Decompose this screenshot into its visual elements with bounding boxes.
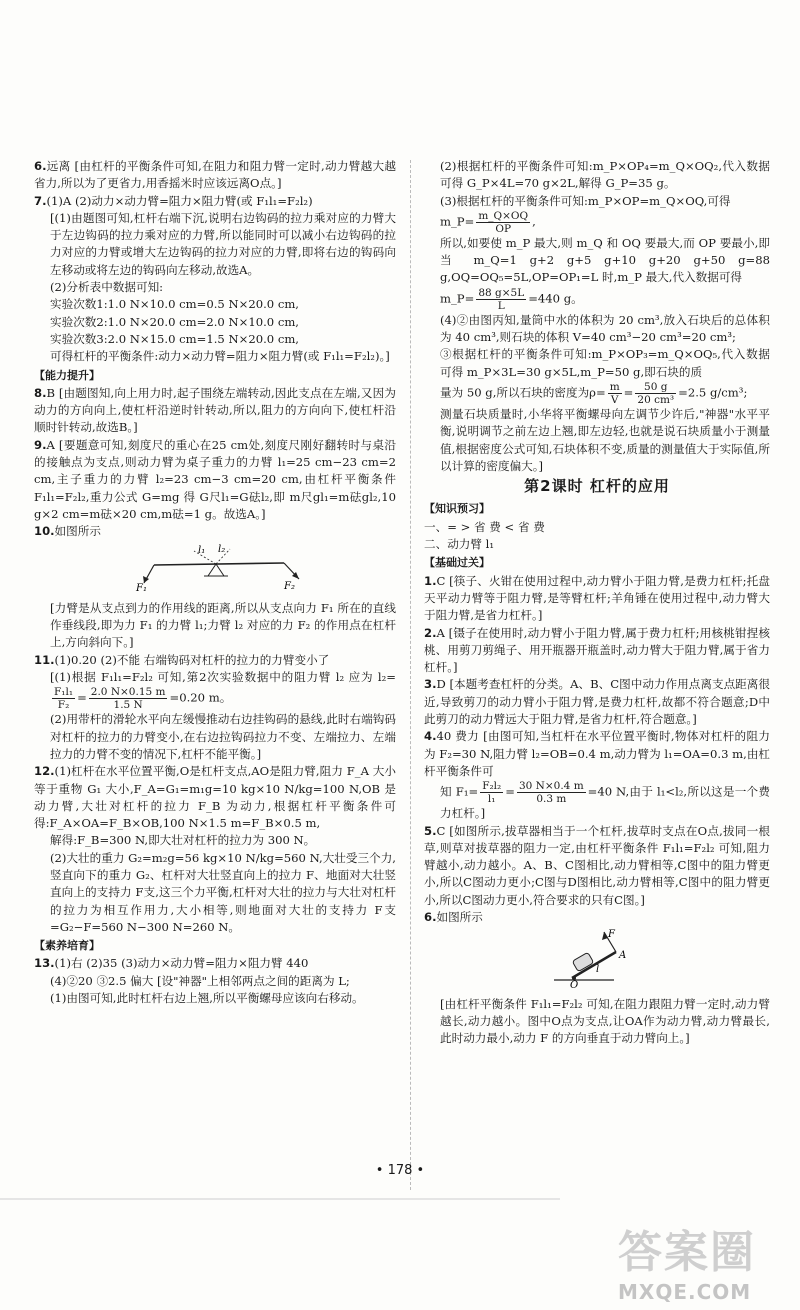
- q7-line: 实验次数2:1.0 N×20.0 cm=2.0 N×10.0 cm,: [50, 314, 299, 329]
- q13-line: (1)由图可知,此时杠杆右边上翘,所以平衡螺母应该向右移动。: [50, 991, 364, 1006]
- q12-part2: (2)大壮的重力 G₂=m₂g=56 kg×10 N/kg=560 N,大壮受三个力,竖直向下的重力 G₂、杠杆对大壮竖直向上的拉力 F、地面对大壮竖直向上的支持力 F支,这三个力平衡,杠杆对大壮的拉力与大壮对杠杆的拉力为相互作用力,大小相等,则地面对大壮的支持力 F支=G₂−F=560 N−300 N=260 N。: [50, 850, 396, 934]
- f1-label: F₁: [136, 582, 147, 593]
- page-number: • 178 •: [375, 1163, 425, 1178]
- lever-diagram: [134, 543, 304, 593]
- r1: (2)根据杠杆的平衡条件可知:m_P×OP₄=m_Q×OQ₂,代入数据可得 G_P×4L=70 g×2L,解得 G_P=35 g。: [440, 159, 770, 191]
- q12: 12.(1)杠杆在水平位置平衡,O是杠杆支点,AO是阻力臂,阻力 F_A 大小等于重物 G₁ 大小,F_A=G₁=m₁g=10 kg×10 N/kg=100 N,OB 是动力臂,大壮对杠杆的拉力 F_B 为动力,根据杠杆平衡条件可得:F_A×OA=F_B×OB,100 N×1.5 m=F_B×0.5 m,: [34, 764, 396, 831]
- q10-note: [力臂是从支点到力的作用线的距离,所以从支点向力 F₁ 所在的直线作垂线段,即为力 F₁ 的力臂 l₁;力臂 l₂ 对应的力 F₂ 的作用点在杠杆上,方向斜向下。]: [50, 600, 396, 650]
- q10-lever-figure: [34, 543, 396, 598]
- r5-density: 量为 50 g,所以石块的密度为ρ= $\frac{m}{V}$ = $\frac{50 g}{\text{20 cm³}}$ =2.5 g/cm³;: [440, 380, 748, 406]
- scan-artifact-line: [0, 1198, 560, 1200]
- b6-weeder-figure: [424, 928, 770, 993]
- point-a-label: A: [619, 950, 627, 962]
- q12-solve: 解得:F_B=300 N,即大壮对杠杆的拉力为 300 N。: [50, 833, 316, 848]
- watermark-title: 答案圈: [618, 1227, 756, 1278]
- b6: 6.如图所示: [424, 909, 483, 924]
- fraction: $\frac{30 N\times 0.4 m}{0.3 m}$: [518, 780, 584, 806]
- q7-line: 实验次数1:1.0 N×10.0 cm=0.5 N×20.0 cm,: [50, 297, 299, 312]
- arm-label: l: [596, 964, 600, 976]
- section-literacy: 【素养培育】: [34, 939, 100, 953]
- b2: 2.A [镊子在使用时,动力臂小于阻力臂,属于费力杠杆;用核桃钳捏核桃、用剪刀剪绳子、用开瓶器开瓶盖时,动力臂大于阻力臂,属于省力杠杆。]: [424, 625, 770, 675]
- r3-formula: m_P= $\frac{88 g\times 5L}{L}$ =440 g。: [440, 286, 583, 312]
- q7-line: [(1)由题图可知,杠杆右端下沉,说明右边钩码的拉力乘对应的力臂大于左边钩码的拉力乘对应的力臂,所以能同时可以减小右边钩码的拉力对应的力臂或增大左边钩码的拉力对应的力臂,即将右边的钩码向左移动或将左边的钩码向左移动,故选A。: [50, 210, 396, 277]
- left-column: [34, 158, 396, 1007]
- fraction: $\frac{88 g\times 5L}{L}$: [478, 286, 525, 312]
- q11-calc: [(1)根据 F₁l₁=F₂l₂ 可知,第2次实验数据中的阻力臂 l₂ 应为 l₂= $\frac{\text{F₁l₁}}{\text{F₂}}$ = $\frac{2.0 N\times 0.15 m}{1.5 N}$ =0.20 m。: [50, 670, 396, 712]
- preview-line: 二、动力臂 l₁: [424, 537, 495, 552]
- weeder-diagram: [544, 928, 654, 988]
- q6: 6.远离 [由杠杆的平衡条件可知,在阻力和阻力臂一定时,动力臂越大越省力,所以为了更省力,用香摇米时应该远离O点。]: [34, 159, 396, 191]
- fraction: $\frac{\text{F₂l₂}}{\text{l₁}}$: [482, 780, 502, 806]
- q11-head: 11.(1)0.20 (2)不能 右端钩码对杠杆的拉力的力臂变小了: [34, 652, 330, 667]
- weeder-block: [572, 953, 594, 972]
- f2-label: F₂: [284, 580, 295, 592]
- b1: 1.C [筷子、火钳在使用过程中,动力臂小于阻力臂,是费力杠杆;托盘天平动力臂等于阻力臂,是等臂杠杆;羊角锤在使用过程中,动力臂大于阻力臂,是省力杠杆。]: [424, 573, 770, 623]
- q8: 8.B [由题图知,向上用力时,起子围绕左端转动,因此支点在左端,又因为动力的方向向上,使杠杆沿逆时针转动,所以,阻力的方向向下,使杠杆沿顺时针转动,故选B。]: [34, 385, 396, 435]
- point-o-label: O: [570, 980, 579, 989]
- l2-label: l₂: [218, 543, 226, 555]
- q11-line: (2)用带杆的滑轮水平向左缓慢推动右边挂钩码的悬线,此时右端钩码对杠杆的拉力的力臂变小,在右边拉钩码拉力不变、左端拉力、左端拉力的力臂不变的情况下,杠杆不能平衡。]: [50, 712, 396, 761]
- fraction: $\frac{\text{F₁l₁}}{\text{F₂}}$: [54, 686, 74, 712]
- r5: ③根据杠杆的平衡条件可知:m_P×OP₃=m_Q×OQ₅,代入数据可得 m_P×3L=30 g×5L,m_P=50 g,即石块的质: [440, 347, 770, 379]
- fraction: $\frac{2.0 N\times 0.15 m}{1.5 N}$: [90, 686, 166, 712]
- r2: (3)根据杠杆的平衡条件可知:m_P×OP=m_Q×OQ,可得: [440, 193, 731, 208]
- b3: 3.D [本题考查杠杆的分类。A、B、C图中动力作用点离支点距离很近,导致剪刀的动力臂小于阻力臂,是费力杠杆,故都不符合题意;D中此剪刀的动力臂远大于阻力臂,是省力杠杆,符合题意。]: [424, 677, 770, 727]
- q7-head: 7.(1)A (2)动力×动力臂=阻力×阻力臂(或 F₁l₁=F₂l₂): [34, 193, 313, 208]
- section-basic: 【基础过关】: [424, 556, 490, 570]
- r2-formula: m_P= $\frac{m\_Q\times OQ}{OP}$ ,: [440, 209, 536, 235]
- b4-formula: 知 F₁= $\frac{\text{F₂l₂}}{\text{l₁}}$ = $\frac{30 N\times 0.4 m}{0.3 m}$ =40 N,由于 l₁<l₂,所以这是一个费力杠杆。]: [440, 780, 770, 821]
- section-preview: 【知识预习】: [424, 502, 490, 516]
- preview-line: 一、= > 省 费 < 省 费: [424, 519, 545, 534]
- column-divider: [410, 160, 411, 1190]
- fulcrum: [208, 564, 224, 576]
- fraction: $\frac{m}{V}$: [609, 380, 620, 406]
- watermark-logo: [618, 1216, 783, 1302]
- force-label: F: [608, 929, 615, 941]
- r3: 所以,如要使 m_P 最大,则 m_Q 和 OQ 要最大,而 OP 要最小,即当 m_Q=1 g+2 g+5 g+10 g+20 g+50 g=88 g,OQ=OQ₅=5L,OP=OP₁=L 时,m_P 最大,代入数据可得: [440, 235, 770, 285]
- section-ability: 【能力提升】: [34, 368, 100, 382]
- q13-line: (4)②20 ③2.5 偏大 [设"神器"上相邻两点之间的距离为 L;: [50, 973, 350, 988]
- q10: 10.如图所示: [34, 524, 101, 539]
- q7-line: (2)分析表中数据可知:: [50, 280, 164, 295]
- r4: (4)②由图丙知,量筒中水的体积为 20 cm³,放入石块后的总体积为 40 cm³,则石块的体积 V=40 cm³−20 cm³=20 cm³;: [440, 312, 770, 345]
- chapter-title: 第2课时 杠杆的应用: [524, 477, 670, 496]
- right-column: [424, 158, 770, 1047]
- f1-arrowhead: [143, 576, 149, 583]
- lever-bar: [154, 563, 284, 565]
- b5: 5.C [如图所示,拔草器相当于一个杠杆,拔草时支点在O点,拔同一根草,则草对拔草器的阻力一定,由杠杆平衡条件 F₁l₁=F₂l₂ 可知,阻力臂越小,动力越小。A、B、C图相比,动力臂相等,C图中的阻力臂更小,所以C图动力更小;C图与D图相比,动力臂相等,C图中的阻力臂更小,所以C图动力更小,符合要求的只有C图。]: [424, 823, 770, 907]
- r6: 测量石块质量时,小华将平衡螺母向左调节少许后,"神器"水平平衡,说明调节之前左边上翘,即左边轻,也就是说石块质量小于测量值,根据密度公式可知,石块体积不变,质量的测量值大于实际值,所以计算的密度偏大。]: [440, 406, 770, 473]
- fraction: $\frac{50 g}{\text{20 cm³}}$: [637, 380, 675, 406]
- q7-line: 可得杠杆的平衡条件:动力×动力臂=阻力×阻力臂(或 F₁l₁=F₂l₂)。]: [50, 349, 390, 364]
- b6-note: [由杠杆平衡条件 F₁l₁=F₂l₂ 可知,在阻力跟阻力臂一定时,动力臂越长,动力越小。图中O点为支点,让OA作为动力臂,动力臂最长,此时动力最小,动力 F 的方向垂直于动力臂向上。]: [440, 996, 770, 1046]
- b4: 4.40 费力 [由图可知,当杠杆在水平位置平衡时,物体对杠杆的阻力为 F₂=30 N,阻力臂 l₂=OB=0.4 m,动力臂为 l₁=OA=0.3 m,由杠杆平衡条件可: [424, 729, 771, 778]
- q9: 9.A [要题意可知,刻度尺的重心在25 cm处,刻度尺刚好翻转时与桌沿的接触点为支点,则动力臂为桌子重力的力臂 l₁=25 cm−23 cm=2 cm,主子重力的力臂 l₂=23 cm−3 cm=20 cm,由杠杆平衡条件 F₁l₁=F₂l₂,重力公式 G=mg 得 G尺l₁=G砝l₂,即 m尺gl₁=m砝gl₂,10 g×2 cm=m砝×20 cm,m砝=1 g。故选A。]: [34, 437, 396, 521]
- watermark-url: MXQE.COM: [618, 1280, 752, 1304]
- fraction: $\frac{m\_Q\times OQ}{OP}$: [478, 209, 529, 235]
- q13-head: 13.(1)右 (2)35 (3)动力×动力臂=阻力×阻力臂 440: [34, 956, 309, 971]
- q7-line: 实验次数3:2.0 N×15.0 cm=1.5 N×20.0 cm,: [50, 331, 299, 346]
- l1-label: l₁: [198, 544, 206, 556]
